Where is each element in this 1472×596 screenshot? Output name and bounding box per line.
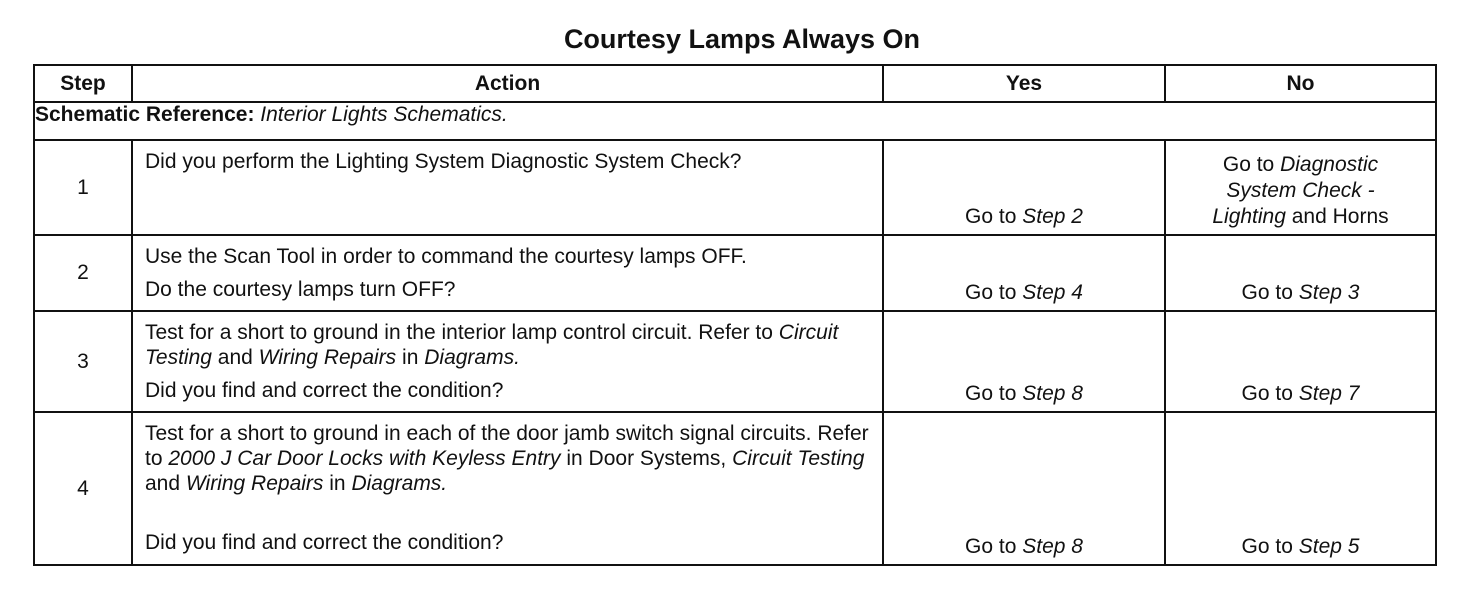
action-cell	[132, 140, 883, 235]
no-cell	[1165, 412, 1436, 565]
yes-target: Step 4	[1022, 281, 1083, 304]
no-target: Diagnostic	[1280, 153, 1379, 176]
action-text-part: Test for a short to ground in each of the door jamb switch signal circuits. Refer to	[145, 422, 869, 470]
step-number: 2	[34, 235, 132, 311]
action-ref: Diagrams.	[351, 472, 448, 495]
action-question: Do the courtesy lamps turn OFF?	[145, 278, 456, 301]
table-row	[34, 311, 1436, 412]
action-cell	[132, 311, 883, 412]
no-target-line3: Lighting	[1212, 205, 1286, 228]
table-row	[34, 235, 1436, 311]
action-cell	[132, 235, 883, 311]
action-cell	[132, 412, 883, 565]
schematic-reference	[34, 102, 1436, 140]
action-text-part: in Door Systems,	[566, 447, 727, 470]
no-target: Step 7	[1298, 382, 1360, 405]
action-text-part: and	[145, 472, 181, 495]
action-text	[145, 421, 870, 496]
step-number: 4	[34, 412, 132, 565]
header-step: Step	[34, 65, 132, 102]
action-ref: Circuit Testing	[732, 447, 865, 470]
action-ref: Diagrams.	[424, 346, 520, 369]
table-row	[34, 412, 1436, 565]
header-row	[34, 65, 1436, 102]
no-target: Step 3	[1298, 281, 1360, 304]
action-ref: 2000 J Car Door Locks with Keyless Entry	[168, 447, 561, 470]
action-question: Did you find and correct the condition?	[145, 379, 504, 402]
action-text-part: Test for a short to ground in the interior lamp control circuit. Refer to	[145, 321, 773, 344]
header-no: No	[1165, 65, 1436, 102]
action-text	[145, 320, 870, 370]
diagnostic-table	[33, 64, 1437, 566]
yes-target: Step 2	[1022, 205, 1083, 228]
no-cell	[1165, 140, 1436, 235]
action-text: Did you perform the Lighting System Diagnostic System Check?	[145, 150, 742, 173]
header-action: Action	[132, 65, 883, 102]
yes-prefix: Go to	[965, 535, 1017, 558]
action-ref: Wiring Repairs	[185, 472, 324, 495]
action-ref: Wiring Repairs	[258, 346, 397, 369]
page-title: Courtesy Lamps Always On	[563, 24, 921, 54]
no-prefix: Go to	[1241, 535, 1293, 558]
step-number: 1	[34, 140, 132, 235]
yes-cell	[883, 311, 1165, 412]
no-cell	[1165, 235, 1436, 311]
yes-prefix: Go to	[965, 205, 1017, 228]
action-question: Did you find and correct the condition?	[145, 531, 504, 554]
yes-cell	[883, 412, 1165, 565]
no-cell	[1165, 311, 1436, 412]
no-suffix: and Horns	[1291, 205, 1389, 228]
yes-target: Step 8	[1022, 382, 1083, 405]
schematic-reference-label: Schematic Reference:	[35, 103, 255, 126]
no-prefix: Go to	[1241, 382, 1293, 405]
yes-prefix: Go to	[965, 382, 1017, 405]
action-text-part: and	[217, 346, 253, 369]
no-target-line2: System Check -	[1226, 179, 1375, 202]
schematic-reference-row	[34, 102, 1436, 140]
yes-cell	[883, 235, 1165, 311]
step-number: 3	[34, 311, 132, 412]
no-target: Step 5	[1298, 535, 1360, 558]
action-text-part: in	[402, 346, 419, 369]
action-text-part: in	[329, 472, 346, 495]
action-text: Use the Scan Tool in order to command the courtesy lamps OFF.	[145, 245, 747, 268]
table-row	[34, 140, 1436, 235]
no-prefix: Go to	[1222, 153, 1275, 176]
no-prefix: Go to	[1241, 281, 1293, 304]
yes-target: Step 8	[1022, 535, 1083, 558]
yes-prefix: Go to	[965, 281, 1017, 304]
schematic-reference-value: Interior Lights Schematics.	[260, 103, 508, 126]
yes-cell	[883, 140, 1165, 235]
action-ref: Circuit Testing	[145, 321, 839, 369]
header-yes: Yes	[883, 65, 1165, 102]
